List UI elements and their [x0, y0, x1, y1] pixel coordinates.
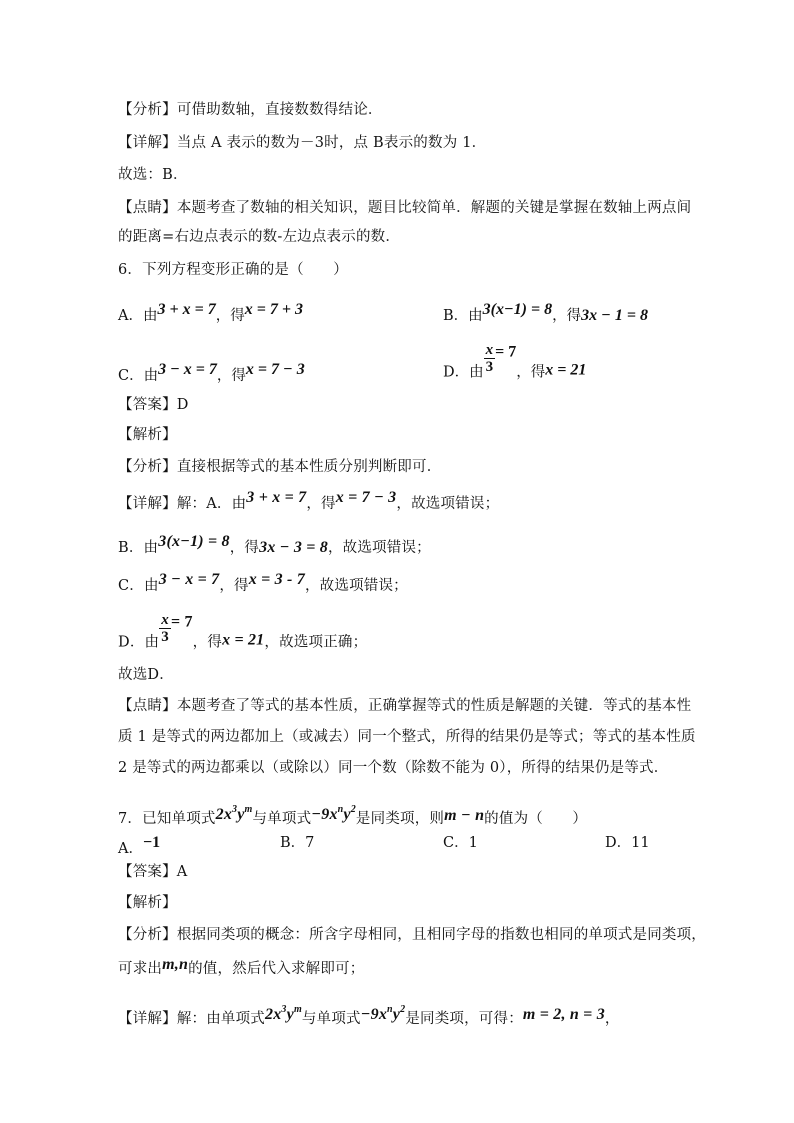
option-connector: ，得 [216, 368, 246, 384]
q7-detail-line: 【详解】解：由单项式$2x^3y^m$与单项式$-9x^ny^2$是同类项，可得：m = 2, n = 3， [118, 1004, 620, 1027]
detail-tag: 【详解】 [118, 496, 177, 512]
option-label: A．由 [118, 308, 158, 324]
comment-text: 本题考查了数轴的相关知识，题目比较简单．解题的关键是掌握在数轴上两点间 [176, 200, 692, 216]
q6-option-d: D．由 $\frac{x}{3}$ = 7，得x = 21 [443, 342, 587, 381]
equation: x = 21 [545, 361, 587, 379]
option-connector: ，得 [552, 308, 582, 324]
q5-comment-line-2: 的距离=右边点表示的数-左边点表示的数． [118, 229, 401, 245]
q7-stem: 7．已知单项式$2x^3y^m$与单项式$-9x^ny^2$是同类项，则m − n的值为（ ） [118, 804, 588, 827]
equation: 3(x−1) = 8 [482, 301, 553, 318]
q6-detail-b: B．由3(x−1) = 8，得3x − 3 = 8，故选项错误； [118, 533, 431, 556]
monomial-2: $-9x^ny^2$ [311, 804, 356, 823]
q5-analysis-line [118, 100, 383, 120]
expression: m − n [444, 807, 485, 824]
monomial-2: $-9x^ny^2$ [360, 1004, 406, 1023]
q6-detail-d: D．由 $\frac{x}{3}$ = 7，得x = 21，故选项正确； [118, 612, 368, 651]
comment-tag: 【点睛】 [118, 698, 177, 714]
option-connector: ，得 [215, 308, 245, 324]
q7-analysis-line-1: 【分析】根据同类项的概念：所含字母相同，且相同字母的指数也相同的单项式是同类项， [118, 927, 707, 943]
option-label: B．由 [443, 308, 483, 324]
variables: m,n [162, 956, 189, 973]
equation: x = 7 + 3 [244, 301, 303, 318]
fraction: $\frac{x}{3}$ [485, 342, 494, 375]
detail-tag: 【详解】 [118, 135, 177, 151]
analysis-text: 直接根据等式的基本性质分别判断即可． [176, 459, 442, 475]
monomial-1: $2x^3y^m$ [265, 1004, 302, 1023]
equation: 3 − x = 7 [158, 571, 220, 588]
analysis-tag: 【分析】 [118, 927, 177, 943]
equation: x = 3 - 7 [248, 571, 305, 588]
analysis-tag: 【分析】 [118, 102, 177, 118]
equation: 3 − x = 7 [158, 361, 217, 378]
q5-comment-line-1 [118, 198, 691, 218]
equation: 3(x−1) = 8 [158, 533, 230, 550]
equation: x = 7 − 3 [335, 489, 397, 506]
q5-choose-line: 故选：B． [118, 167, 188, 183]
q6-detail-c: C．由3 − x = 7，得x = 3 - 7，故选项错误； [118, 571, 408, 594]
equation: 3 + x = 7 [246, 489, 307, 506]
option-connector: ，得 [516, 364, 546, 381]
q6-option-c [118, 360, 305, 386]
q7-option-b: B．7 [280, 835, 315, 851]
q6-analysis-line [118, 457, 441, 477]
q6-detail-a: 【详解】解：A．由3 + x = 7，得x = 7 − 3，故选项错误； [118, 489, 500, 512]
q6-stem: 6．下列方程变形正确的是（ ） [118, 262, 348, 278]
q6-comment-line-3: 2 是等式的两边都乘以（或除以）同一个数（除数不能为 0），所得的结果仍是等式． [118, 760, 669, 776]
q7-analysis-line-2: 可求出m,n的值，然后代入求解即可； [118, 956, 365, 977]
q5-detail-line [118, 133, 486, 153]
q6-answer: 【答案】D [118, 397, 189, 413]
q7-option-c: C．1 [443, 835, 478, 851]
q6-option-a [118, 300, 303, 326]
q7-option-a: A．−1 [118, 834, 161, 857]
q7-option-d: D．11 [605, 835, 650, 851]
monomial-1: $2x^3y^m$ [215, 804, 253, 823]
result: m = 2, n = 3 [522, 1006, 605, 1023]
analysis-tag: 【分析】 [118, 459, 177, 475]
option-label: D．由 [443, 364, 484, 381]
equation: 3x − 1 = 8 [581, 307, 648, 324]
fraction: $\frac{x}{3}$ [161, 612, 169, 645]
q7-answer: 【答案】A [118, 864, 188, 880]
analysis-text: 可借助数轴，直接数数得结论． [176, 102, 383, 118]
equation: x = 7 − 3 [245, 361, 305, 378]
equation: 3x − 3 = 8 [259, 539, 328, 556]
comment-tag: 【点睛】 [118, 200, 177, 216]
q7-analysis-head: 【解析】 [118, 895, 177, 911]
detail-tag: 【详解】 [118, 1011, 177, 1027]
detail-text: 当点 A 表示的数为－3时，点 B表示的数为 1． [176, 135, 487, 151]
q6-analysis-head: 【解析】 [118, 427, 177, 443]
q6-choose: 故选D． [118, 667, 174, 683]
q6-option-b [443, 300, 648, 326]
equation: 3 + x = 7 [157, 301, 216, 318]
q6-comment-line-2: 质 1 是等式的两边都加上（或减去）同一个整式，所得的结果仍是等式；等式的基本性质 [118, 729, 696, 745]
option-label: C．由 [118, 368, 159, 384]
q6-comment-line-1: 【点睛】本题考查了等式的基本性质，正确掌握等式的性质是解题的关键．等式的基本性 [118, 698, 692, 714]
equation: x = 21 [222, 631, 265, 649]
